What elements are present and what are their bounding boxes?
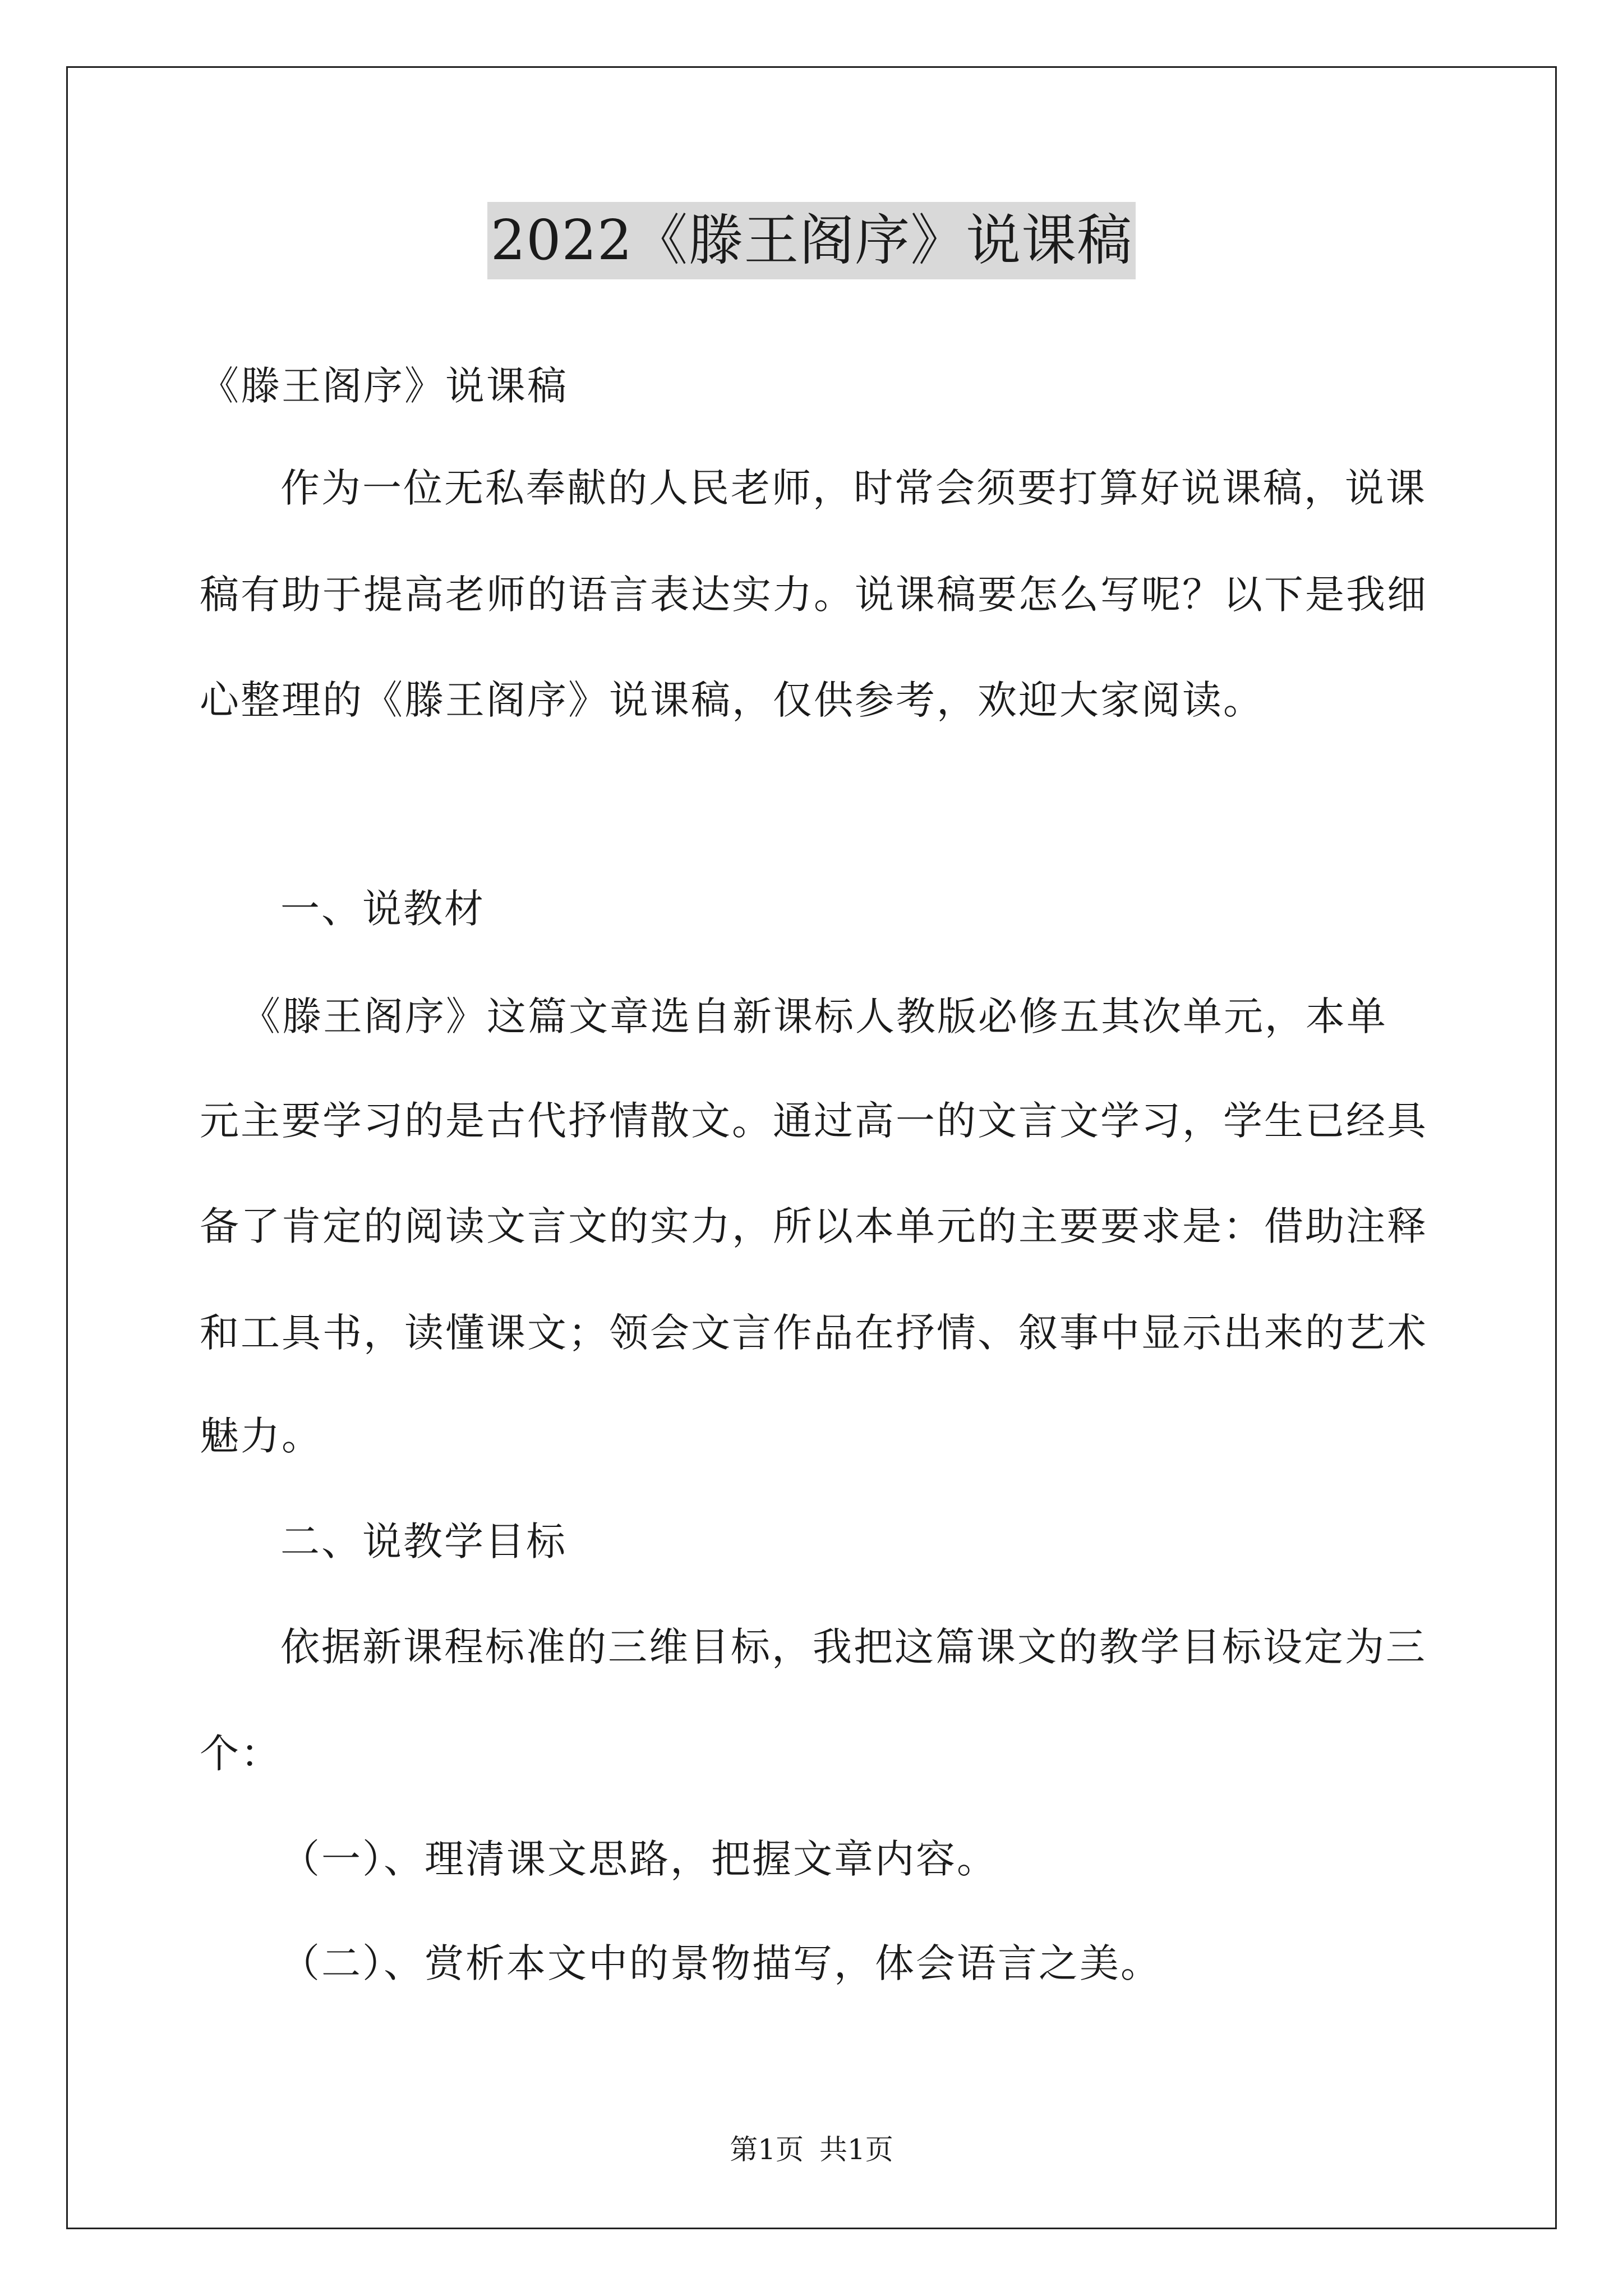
page-total: 共1页 [819, 2133, 893, 2166]
page-number: 第1页 [730, 2133, 804, 2166]
body-line: 依据新课程标准的三维目标，我把这篇课文的教学目标设定为三 [280, 1624, 1427, 1670]
document-title: 2022《滕王阁序》说课稿 [487, 202, 1136, 279]
title-container [0, 202, 1623, 279]
body-line: 元主要学习的是古代抒情散文。通过高一的文言文学习，学生已经具 [200, 1098, 1428, 1144]
list-item: （一）、理清课文思路，把握文章内容。 [280, 1836, 998, 1882]
section-heading: 二、说教学目标 [280, 1519, 567, 1565]
body-line: 作为一位无私奉献的人民老师，时常会须要打算好说课稿，说课 [280, 465, 1427, 511]
page-footer [0, 2132, 1623, 2168]
list-item: （二）、赏析本文中的景物描写，体会语言之美。 [280, 1940, 1161, 1986]
section-heading: 一、说教材 [280, 886, 485, 932]
body-line: 备了肯定的阅读文言文的实力，所以本单元的主要要求是：借助注释 [200, 1203, 1428, 1249]
body-line: 稿有助于提高老师的语言表达实力。说课稿要怎么写呢？以下是我细 [200, 572, 1428, 618]
body-line: 《滕王阁序》这篇文章选自新课标人教版必修五其次单元，本单 [241, 993, 1387, 1039]
subtitle-line: 《滕王阁序》说课稿 [200, 363, 568, 409]
body-line: 心整理的《滕王阁序》说课稿，仅供参考，欢迎大家阅读。 [200, 677, 1264, 723]
body-line: 个： [200, 1731, 282, 1777]
body-line: 魅力。 [200, 1413, 322, 1459]
body-line: 和工具书，读懂课文；领会文言作品在抒情、叙事中显示出来的艺术 [200, 1310, 1428, 1356]
